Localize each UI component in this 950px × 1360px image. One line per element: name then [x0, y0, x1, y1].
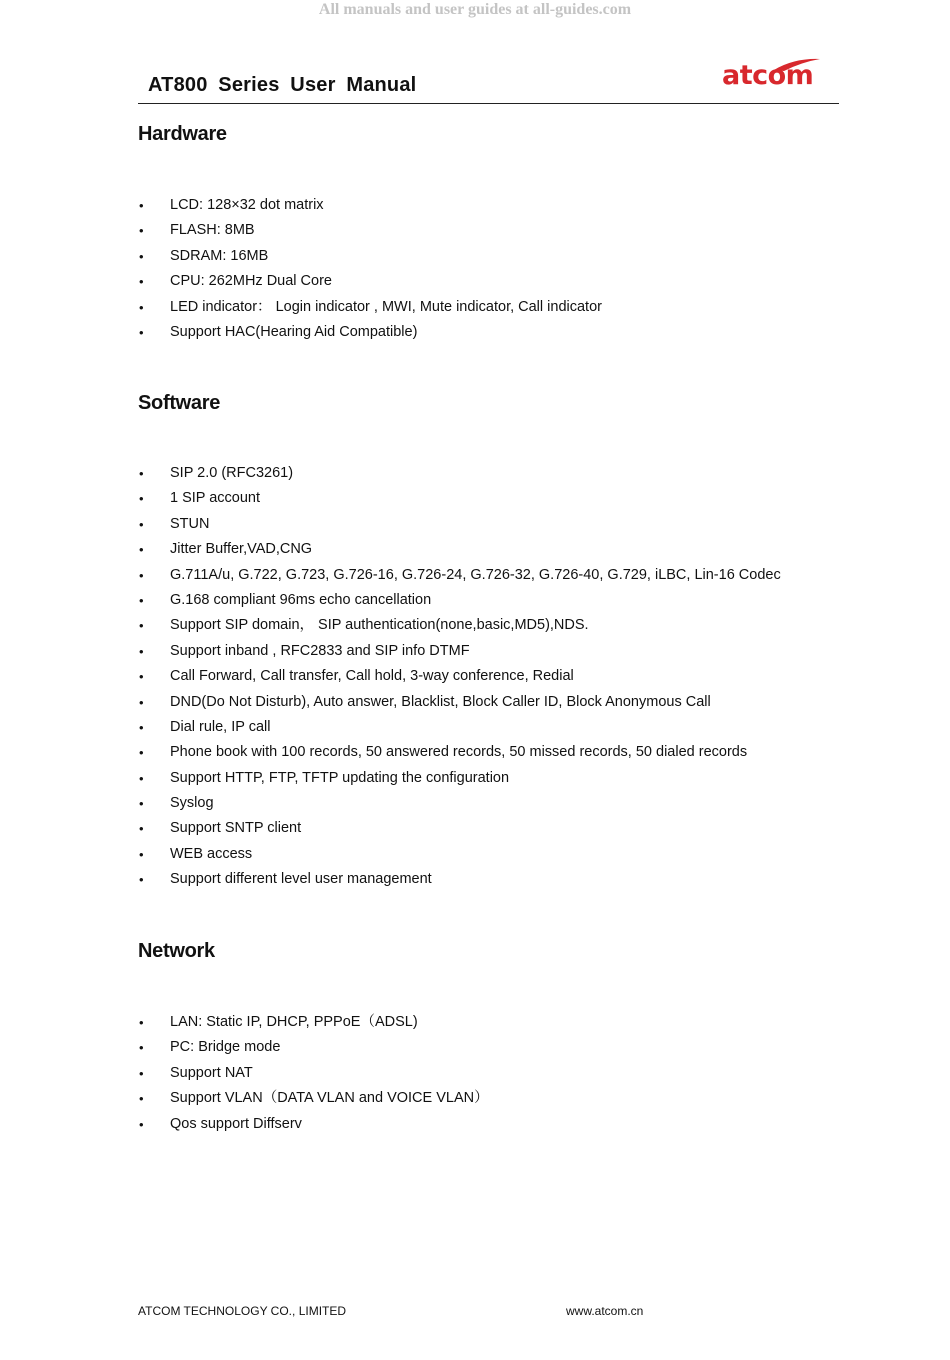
list-item	[138, 461, 781, 486]
bullet-icon: •	[139, 1091, 144, 1107]
list-item	[138, 791, 781, 816]
bullet-icon: •	[139, 324, 144, 340]
bullet-icon: •	[139, 491, 144, 507]
network-list	[138, 1010, 489, 1137]
bullet-icon: •	[139, 745, 144, 761]
list-item	[138, 1010, 489, 1035]
list-item	[138, 766, 781, 791]
list-item	[138, 816, 781, 841]
heading-hardware: Hardware	[138, 123, 227, 145]
atcom-logo	[722, 56, 822, 90]
list-item	[138, 269, 602, 294]
heading-network: Network	[138, 940, 215, 962]
list-item-text: 1 SIP account	[170, 490, 261, 507]
list-item-text: SDRAM: 16MB	[170, 247, 269, 264]
bullet-icon: •	[139, 796, 144, 812]
list-item	[138, 639, 781, 664]
list-item	[138, 486, 781, 511]
list-item-text: Support inband , RFC2833 and SIP info DTMF	[170, 642, 470, 659]
list-item-text: Dial rule, IP call	[170, 718, 271, 735]
bullet-icon: •	[139, 592, 144, 608]
list-item	[138, 537, 781, 562]
list-item	[138, 512, 781, 537]
list-item	[138, 842, 781, 867]
list-item-text: PC: Bridge mode	[170, 1039, 281, 1056]
list-item-text: Call Forward, Call transfer, Call hold, 3-way conference, Redial	[170, 668, 574, 685]
list-item-text: DND(Do Not Disturb), Auto answer, Blacklist, Block Caller ID, Block Anonymous Call	[170, 693, 711, 710]
list-item	[138, 563, 781, 588]
bullet-icon: •	[139, 669, 144, 685]
list-item-text: LAN: Static IP, DHCP, PPPoE（ADSL)	[170, 1014, 418, 1030]
bullet-icon: •	[139, 542, 144, 558]
bullet-icon: •	[139, 1015, 144, 1030]
bullet-icon: •	[139, 694, 144, 710]
list-item-text: G.711A/u, G.722, G.723, G.726-16, G.726-24, G.726-32, G.726-40, G.729, iLBC, Lin-16 Codec	[170, 566, 781, 583]
list-item	[138, 664, 781, 689]
bullet-icon: •	[139, 274, 144, 290]
list-item-text: Phone book with 100 records, 50 answered records, 50 missed records, 50 dialed records	[170, 744, 748, 761]
bullet-icon: •	[139, 770, 144, 786]
list-item-text: LED indicator： Login indicator , MWI, Mute indicator, Call indicator	[170, 298, 602, 315]
list-item-text: CPU: 262MHz Dual Core	[170, 273, 332, 290]
header-divider	[138, 103, 839, 104]
list-item	[138, 218, 602, 243]
list-item-text: Support SIP domain， SIP authentication(none,basic,MD5),NDS.	[170, 617, 589, 634]
footer-website: www.atcom.cn	[566, 1304, 644, 1318]
list-item	[138, 320, 602, 345]
bullet-icon: •	[139, 1040, 144, 1056]
heading-software: Software	[138, 392, 221, 414]
bullet-icon: •	[139, 821, 144, 837]
bullet-icon: •	[139, 719, 144, 735]
bullet-icon: •	[139, 223, 144, 239]
list-item-text: Support HAC(Hearing Aid Compatible)	[170, 323, 418, 340]
footer-company: ATCOM TECHNOLOGY CO., LIMITED	[138, 1304, 347, 1318]
logo-text: atcom	[722, 60, 814, 91]
list-item	[138, 295, 602, 320]
list-item-text: Jitter Buffer,VAD,CNG	[170, 541, 313, 558]
list-item-text: Qos support Diffserv	[170, 1115, 302, 1132]
list-item-text: Support HTTP, FTP, TFTP updating the configuration	[170, 769, 510, 786]
list-item-text: Support different level user management	[170, 871, 432, 888]
bullet-icon: •	[139, 466, 144, 481]
bullet-icon: •	[139, 872, 144, 888]
list-item	[138, 715, 781, 740]
bullet-icon: •	[139, 643, 144, 659]
list-item	[138, 588, 781, 613]
list-item	[138, 867, 781, 892]
watermark: All manuals and user guides at all-guides.com	[318, 1, 632, 18]
list-item	[138, 613, 781, 638]
list-item	[138, 1061, 489, 1086]
list-item	[138, 1112, 489, 1137]
list-item	[138, 244, 602, 269]
bullet-icon: •	[139, 846, 144, 862]
list-item-text: Support NAT	[170, 1064, 253, 1081]
bullet-icon: •	[139, 516, 144, 532]
list-item	[138, 1086, 489, 1111]
list-item-text: WEB access	[170, 845, 253, 862]
list-item-text: Support VLAN（DATA VLAN and VOICE VLAN）	[170, 1090, 489, 1107]
bullet-icon: •	[139, 618, 144, 634]
list-item-text: Syslog	[170, 795, 214, 812]
list-item-text: STUN	[170, 515, 210, 532]
list-item-text: SIP 2.0 (RFC3261)	[170, 465, 294, 481]
document-title: AT800 Series User Manual	[148, 74, 417, 96]
bullet-icon: •	[139, 567, 144, 583]
bullet-icon: •	[139, 1065, 144, 1081]
bullet-icon: •	[139, 248, 144, 264]
list-item-text: FLASH: 8MB	[170, 222, 255, 239]
list-item-text: G.168 compliant 96ms echo cancellation	[170, 591, 432, 608]
bullet-icon: •	[139, 299, 144, 315]
hardware-list	[138, 193, 602, 345]
list-item	[138, 740, 781, 765]
software-list	[138, 461, 781, 893]
list-item	[138, 193, 602, 218]
list-item-text: LCD: 128×32 dot matrix	[170, 197, 324, 213]
list-item	[138, 690, 781, 715]
bullet-icon: •	[139, 198, 144, 213]
list-item	[138, 1035, 489, 1060]
list-item-text: Support SNTP client	[170, 820, 302, 837]
bullet-icon: •	[139, 1116, 144, 1132]
